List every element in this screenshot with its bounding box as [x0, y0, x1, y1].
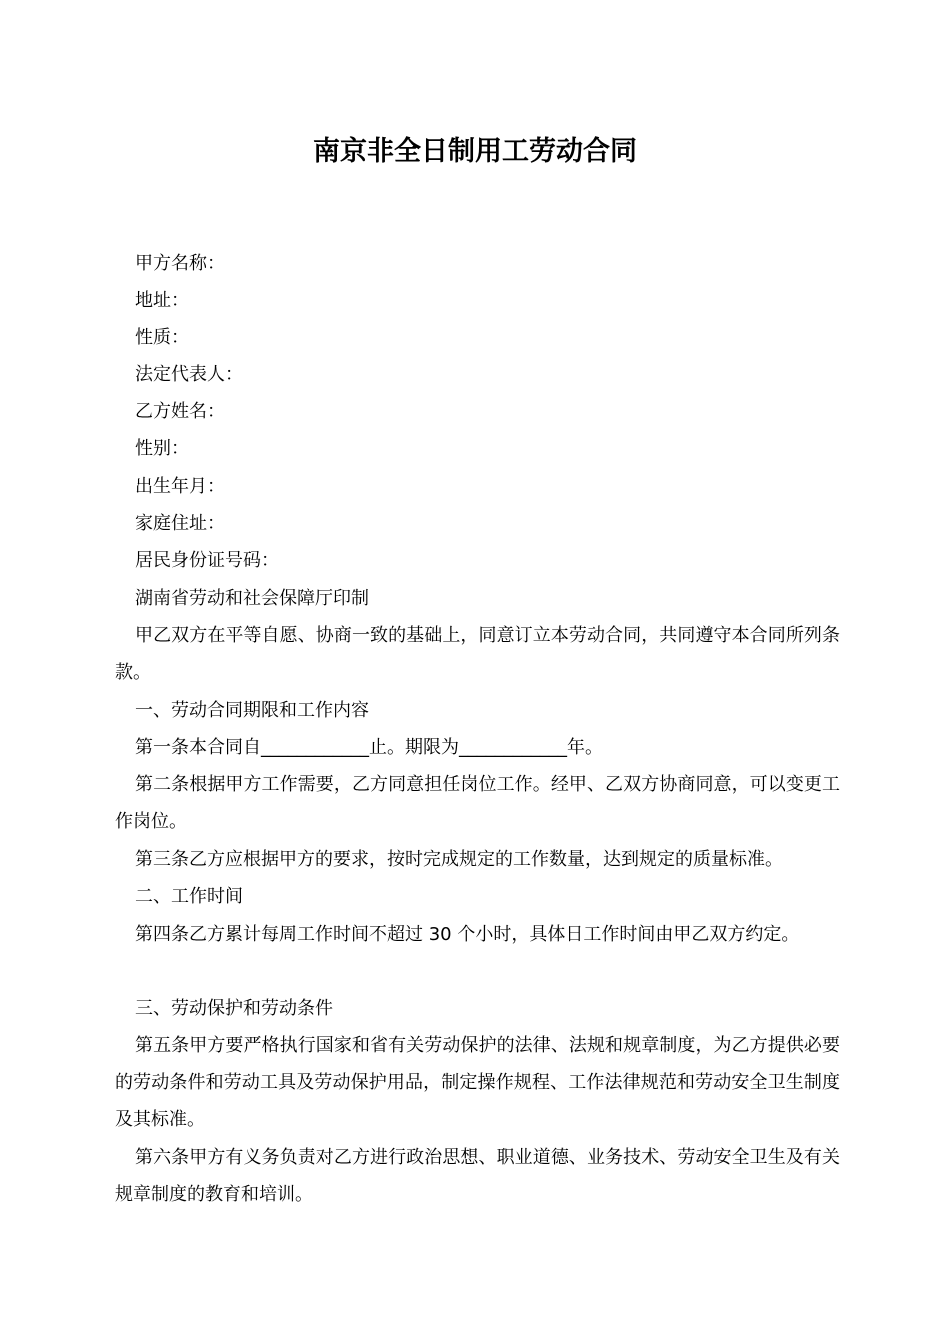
article-1: 第一条本合同自____________止。期限为____________年。	[135, 737, 603, 758]
field-gender: 性别：	[135, 438, 189, 459]
article-5: 第五条甲方要严格执行国家和省有关劳动保护的法律、法规和规章制度，为乙方提供必要的劳动条件和劳动工具及劳动保护用品，制定操作规程、工作法律规范和劳动安全卫生制度及其标准。	[115, 1035, 840, 1131]
section-heading-3: 三、劳动保护和劳动条件	[135, 998, 333, 1019]
section-heading-1: 一、劳动合同期限和工作内容	[135, 700, 369, 721]
article-6: 第六条甲方有义务负责对乙方进行政治思想、职业道德、业务技术、劳动安全卫生及有关规章制度的教育和培训。	[115, 1147, 840, 1206]
field-nature: 性质：	[135, 327, 189, 348]
field-id-number: 居民身份证号码：	[135, 550, 279, 571]
field-legal-representative: 法定代表人：	[135, 364, 243, 385]
article-4: 第四条乙方累计每周工作时间不超过 30 个小时，具体日工作时间由甲乙双方约定。	[135, 924, 800, 945]
field-printed-by: 湖南省劳动和社会保障厅印制	[135, 588, 369, 609]
field-party-a-name: 甲方名称：	[135, 253, 225, 274]
field-address: 地址：	[135, 290, 189, 311]
field-party-b-name: 乙方姓名：	[135, 401, 225, 422]
field-home-address: 家庭住址：	[135, 513, 225, 534]
article-3: 第三条乙方应根据甲方的要求，按时完成规定的工作数量，达到规定的质量标准。	[135, 849, 783, 870]
field-birth-date: 出生年月：	[135, 476, 225, 497]
section-heading-2: 二、工作时间	[135, 886, 243, 907]
intro-paragraph: 甲乙双方在平等自愿、协商一致的基础上，同意订立本劳动合同，共同遵守本合同所列条款。	[115, 625, 840, 684]
document-title: 南京非全日制用工劳动合同	[313, 136, 637, 167]
article-2: 第二条根据甲方工作需要，乙方同意担任岗位工作。经甲、乙双方协商同意，可以变更工作岗位。	[115, 774, 840, 833]
